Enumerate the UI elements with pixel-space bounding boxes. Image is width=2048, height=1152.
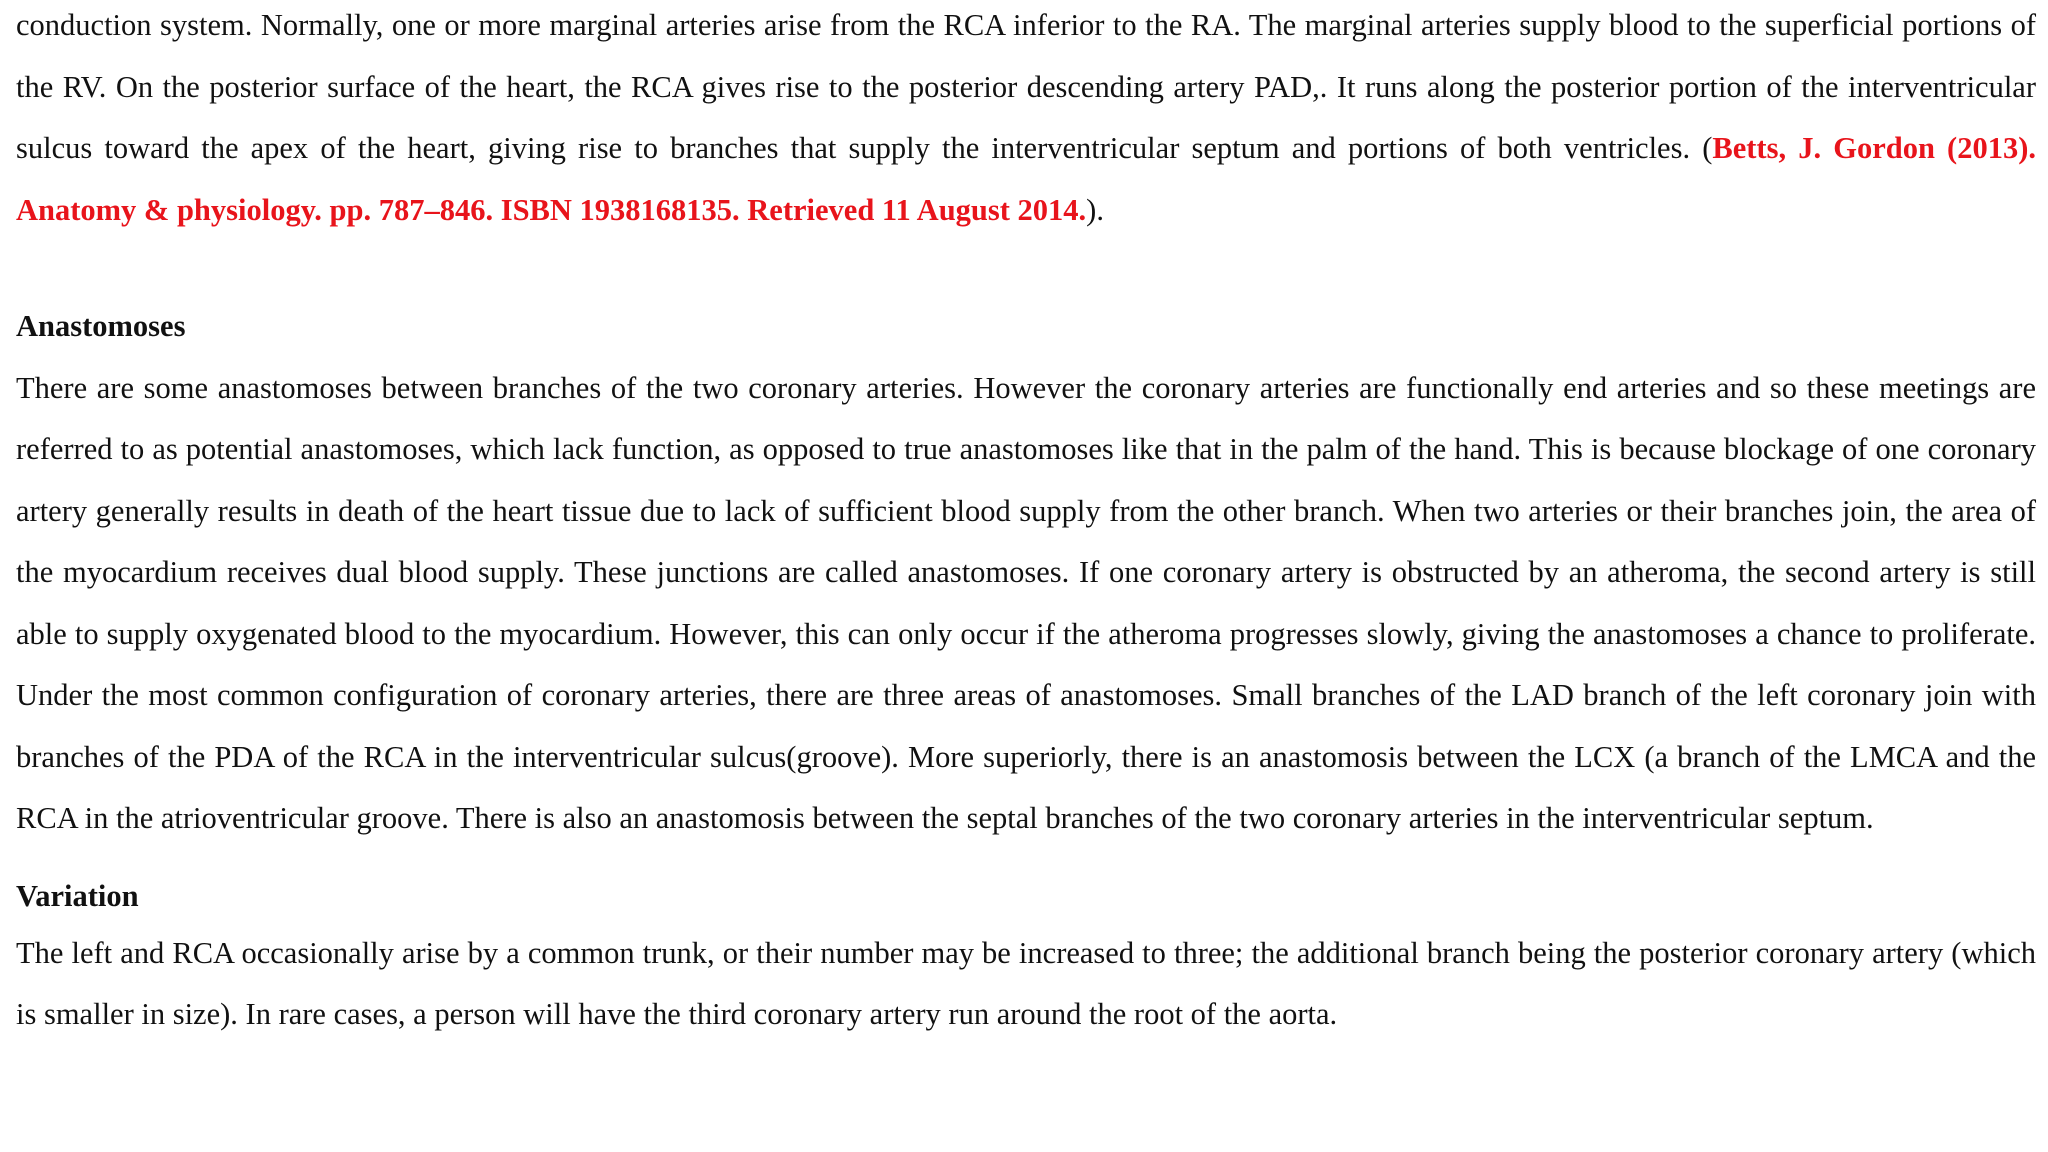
paragraph-text-end: ). — [1086, 192, 1104, 227]
citation-reference: Betts, J. Gordon (2013). Anatomy & physiology. pp. 787–846. ISBN 1938168135. Retrieved 11 August 2014. — [16, 131, 2036, 227]
document-page — [16, 0, 2036, 1046]
section-heading-variation: Variation — [16, 878, 139, 913]
paragraph-variation: The left and RCA occasionally arise by a common trunk, or their number may be increased to three; the additional branch being the posterior coronary artery (which is smaller in size). In rare cases, a person will have the third coronary artery run around the root of the aorta. — [16, 935, 2036, 1031]
paragraph-anastomoses: There are some anastomoses between branches of the two coronary arteries. However the coronary arteries are functionally end arteries and so these meetings are referred to as potential anastomoses, which lack function, as opposed to true anastomoses like that in the palm of the hand. This is because blockage of one coronary artery generally results in death of the heart tissue due to lack of sufficient blood supply from the other branch. When two arteries or their branches join, the area of the myocardium receives dual blood supply. These junctions are called anastomoses. If one coronary artery is obstructed by an atheroma, the second artery is still able to supply oxygenated blood to the myocardium. However, this can only occur if the atheroma progresses slowly, giving the anastomoses a chance to proliferate. Under the most common configuration of coronary arteries, there are three areas of anastomoses. Small branches of the LAD branch of the left coronary join with branches of the PDA of the RCA in the interventricular sulcus(groove). More superiorly, there is an anastomosis between the LCX (a branch of the LMCA and the RCA in the atrioventricular groove. There is also an anastomosis between the septal branches of the two coronary arteries in the interventricular septum. — [16, 370, 2036, 835]
section-heading-anastomoses: Anastomoses — [16, 309, 186, 343]
paragraph-blood-supply — [16, 0, 2036, 241]
paragraph-text: conduction system. Normally, one or more marginal arteries arise from the RCA inferior to the RA. The marginal arteries supply blood to the superficial portions of the RV. On the posterior surface of the heart, the RCA gives rise to the posterior descending artery PAD,. It runs along the posterior portion of the interventricular sulcus toward the apex of the heart, giving rise to branches that supply the interventricular septum and portions of both ventricles. ( — [16, 8, 2036, 165]
